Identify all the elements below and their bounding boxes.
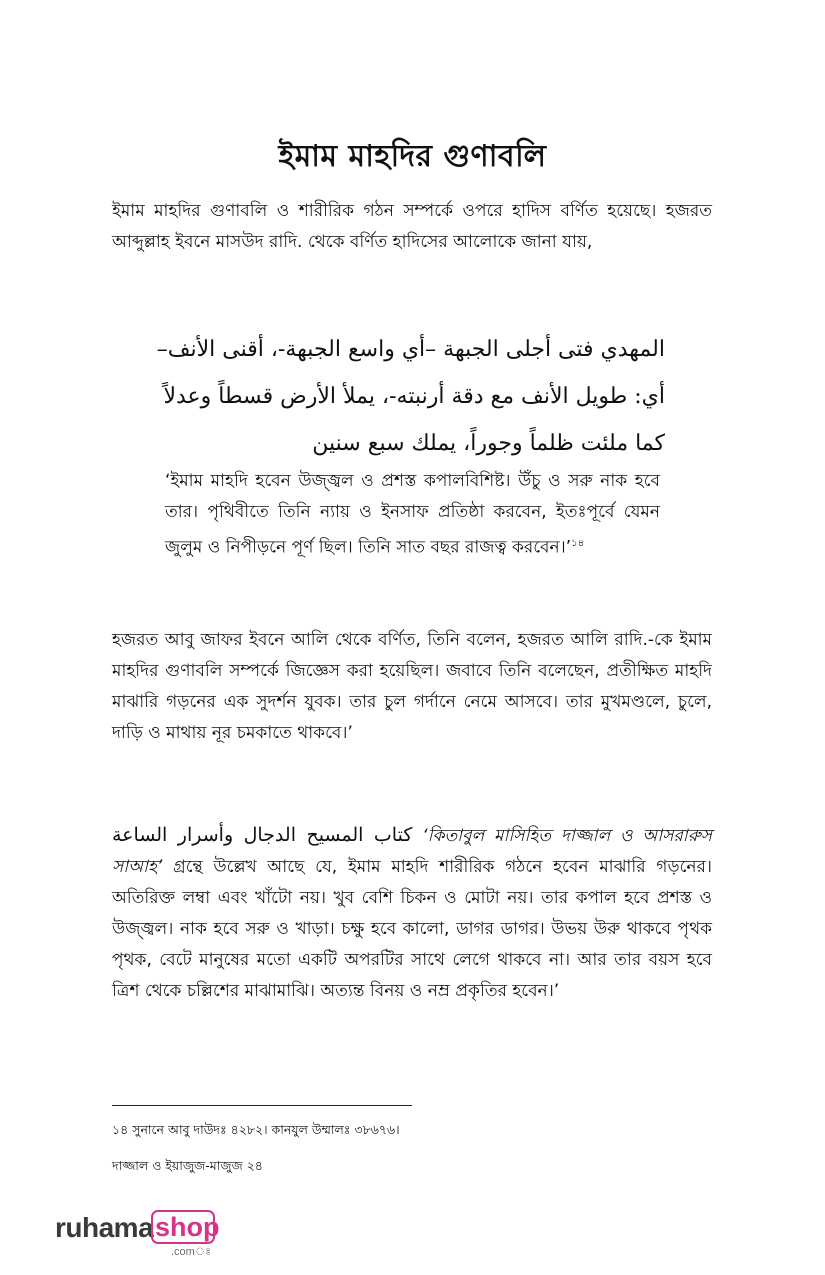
third-paragraph	[112, 820, 712, 1007]
logo-shop-text: shop	[155, 1212, 220, 1242]
translation-quote	[165, 466, 660, 564]
arabic-line-1: المهدي فتى أجلى الجبهة –أي واسع الجبهة-، أقنى الأنف–	[156, 337, 665, 362]
arabic-book-title: كتاب المسيح الدجال وأسرار الساعة	[112, 824, 413, 846]
third-paragraph-text: গ্রন্থে উল্লেখ আছে যে, ইমাম মাহদি শারীরিক গঠনে হবেন মাঝারি গড়নের। অতিরিক্ত লম্বা এবং খাঁটো নয়। খুব বেশি চিকন ও মোটা নয়। তার কপাল হবে প্রশস্ত ও উজ্জ্বল। নাক হবে সরু ও খাড়া। চক্ষু হবে কালো, ডাগর ডাগর। উভয় উরু থাকবে পৃথক পৃথক, বেটে মানুষের মতো একটি অপরটির সাথে লেগে থাকবে না। আর তার বয়স হবে ত্রিশ থেকে চল্লিশের মাঝামাঝি। অত্যন্ত বিনয় ও নম্র প্রকৃতির হবেন।’	[112, 857, 712, 1001]
book-title: ‘কিতাবুল মাসিহিত দাজ্জাল ও আসরারুস সাআহ’	[112, 826, 713, 877]
intro-paragraph: ইমাম মাহদির গুণাবলি ও শারীরিক গঠন সম্পর্কে ওপরে হাদিস বর্ণিত হয়েছে। হজরত আব্দুল্লাহ ইবনে মাসউদ রাদি. থেকে বর্ণিত হাদিসের আলোকে জানা যায়,	[112, 201, 712, 252]
translation-text: ‘ইমাম মাহদি হবেন উজ্জ্বল ও প্রশস্ত কপালবিশিষ্ট। উঁচু ও সরু নাক হবে তার। পৃথিবীতে তিনি ন্যায় ও ইনসাফ প্রতিষ্ঠা করবেন, ইতঃপূর্বে যেমন জুলুম ও নিপীড়নে পূর্ণ ছিল। তিনি সাত বছর রাজত্ব করবেন।’	[165, 471, 660, 558]
arabic-line-2: أي: طويل الأنف مع دقة أرنبته-، يملأ الأرض قسطاً وعدلاً	[163, 384, 665, 409]
page-title: ইমাম মাহদির গুণাবলি	[278, 139, 547, 175]
logo-domain: .comঃ	[171, 1246, 212, 1258]
running-footer: দাজ্জাল ও ইয়াজুজ-মাজুজ ২৪	[112, 1158, 263, 1173]
second-paragraph: হজরত আবু জাফর ইবনে আলি থেকে বর্ণিত, তিনি বলেন, হজরত আলি রাদি.-কে ইমাম মাহদির গুণাবলি সম্পর্কে জিজ্ঞেস করা হয়েছিল। জবাবে তিনি বলেছেন, প্রতীক্ষিত মাহদি মাঝারি গড়নের এক সুদর্শন যুবক। তার চুল গর্দানে নেমে আসবে। তার মুখমণ্ডলে, চুলে, দাড়ি ও মাথায় নূর চমকাতে থাকবে।’	[112, 630, 712, 743]
logo-ruhama-text: ruhama	[55, 1212, 154, 1243]
footnote-ref: ১৪	[571, 538, 585, 549]
arabic-line-3: كما ملئت ظلماً وجوراً، يملك سبع سنين	[312, 431, 665, 456]
footnote-divider	[112, 1105, 412, 1106]
footnote: ১৪ সুনানে আবু দাউদঃ ৪২৮২। কানযুল উম্মালঃ ৩৮৬৭৬।	[112, 1122, 400, 1137]
